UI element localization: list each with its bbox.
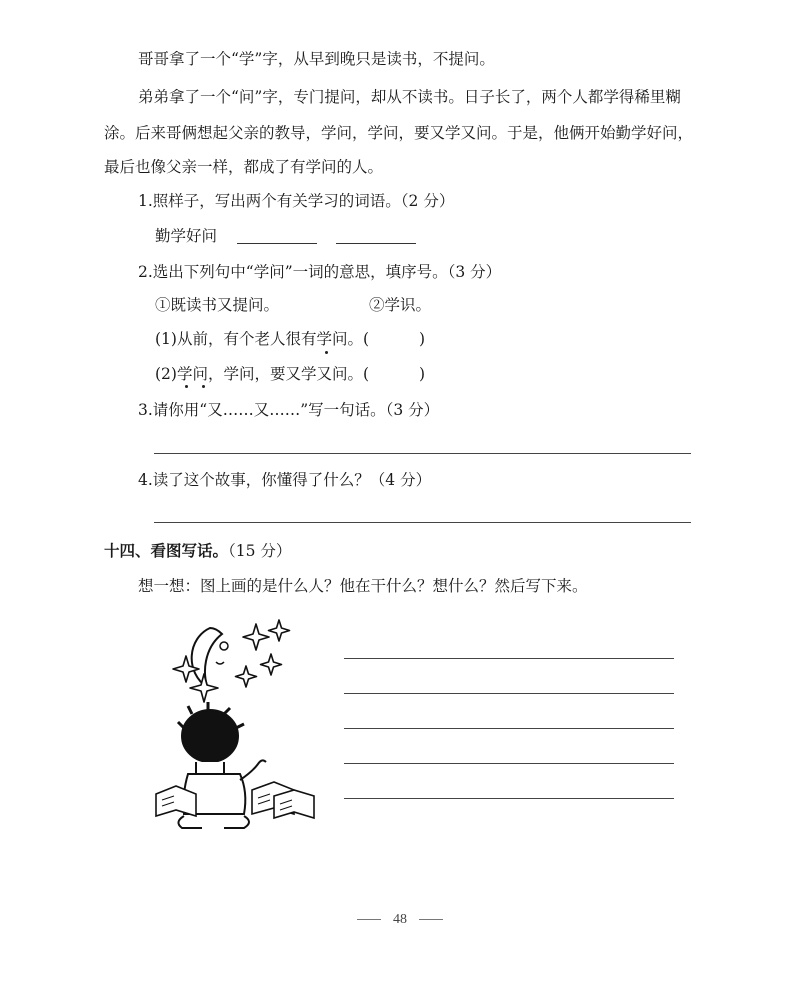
writing-line-4[interactable] (344, 763, 674, 764)
star-icon (261, 654, 282, 675)
star-icon (269, 620, 290, 641)
section-14-instruction: 想一想：图上画的是什么人？他在干什么？想什么？然后写下来。 (138, 577, 588, 595)
writing-line-3[interactable] (344, 728, 674, 729)
sentence-1 (155, 328, 425, 350)
footer-dash-right (419, 919, 443, 920)
star-icon (236, 666, 257, 687)
moon-mouth-icon (216, 662, 224, 664)
paren-close: ) (419, 365, 426, 383)
story-line-1: 哥哥拿了一个“学”字，从早到晚只是读书，不提问。 (138, 50, 495, 68)
paren-close: ) (419, 330, 426, 348)
option-1: ①既读书又提问。 (155, 296, 280, 314)
writing-line-2[interactable] (344, 693, 674, 694)
sentence-2 (155, 363, 425, 385)
answer-blank-1[interactable] (237, 225, 317, 244)
question-2: 2.选出下列句中“学问”一词的意思，填序号。（3 分） (138, 263, 502, 281)
answer-line-q3[interactable] (154, 453, 691, 454)
emphasis-dot (185, 385, 188, 388)
answer-line-q4[interactable] (154, 522, 691, 523)
emphasis-dot (325, 351, 328, 354)
footer-dash-left (357, 919, 381, 920)
star-icon (243, 624, 269, 650)
star-icon (190, 674, 218, 702)
moon-eye-icon (220, 642, 228, 650)
emphasis-dot (202, 385, 205, 388)
boy-stargazing-illustration (148, 610, 324, 836)
option-2: ②学识。 (369, 296, 432, 314)
question-1-sample: 勤学好问 (155, 227, 218, 245)
question-1: 1.照样子，写出两个有关学习的词语。（2 分） (138, 192, 455, 210)
question-4: 4.读了这个故事，你懂得了什么？（4 分） (138, 471, 432, 489)
page-number: 48 (393, 912, 407, 927)
page-footer (0, 912, 800, 928)
story-line-2: 弟弟拿了一个“问”字，专门提问，却从不读书。日子长了，两个人都学得稀里糊 (138, 88, 681, 106)
section-points: （15 分） (228, 542, 292, 560)
sentence-2-text: (2)学问，学问，要又学又问。( (155, 365, 370, 383)
writing-line-1[interactable] (344, 658, 674, 659)
story-line-3: 涂。后来哥俩想起父亲的教导，学问，学问，要又学又问。于是，他俩开始勤学好问， (104, 124, 694, 142)
moon-icon (192, 628, 222, 688)
section-title: 十四、看图写话。 (104, 541, 229, 560)
writing-line-5[interactable] (344, 798, 674, 799)
story-line-4: 最后也像父亲一样，都成了有学问的人。 (104, 158, 384, 176)
section-14-heading (104, 540, 291, 562)
answer-blank-2[interactable] (336, 225, 416, 244)
sentence-1-text: (1)从前，有个老人很有学问。( (155, 330, 370, 348)
question-3: 3.请你用“又……又……”写一句话。（3 分） (138, 401, 440, 419)
